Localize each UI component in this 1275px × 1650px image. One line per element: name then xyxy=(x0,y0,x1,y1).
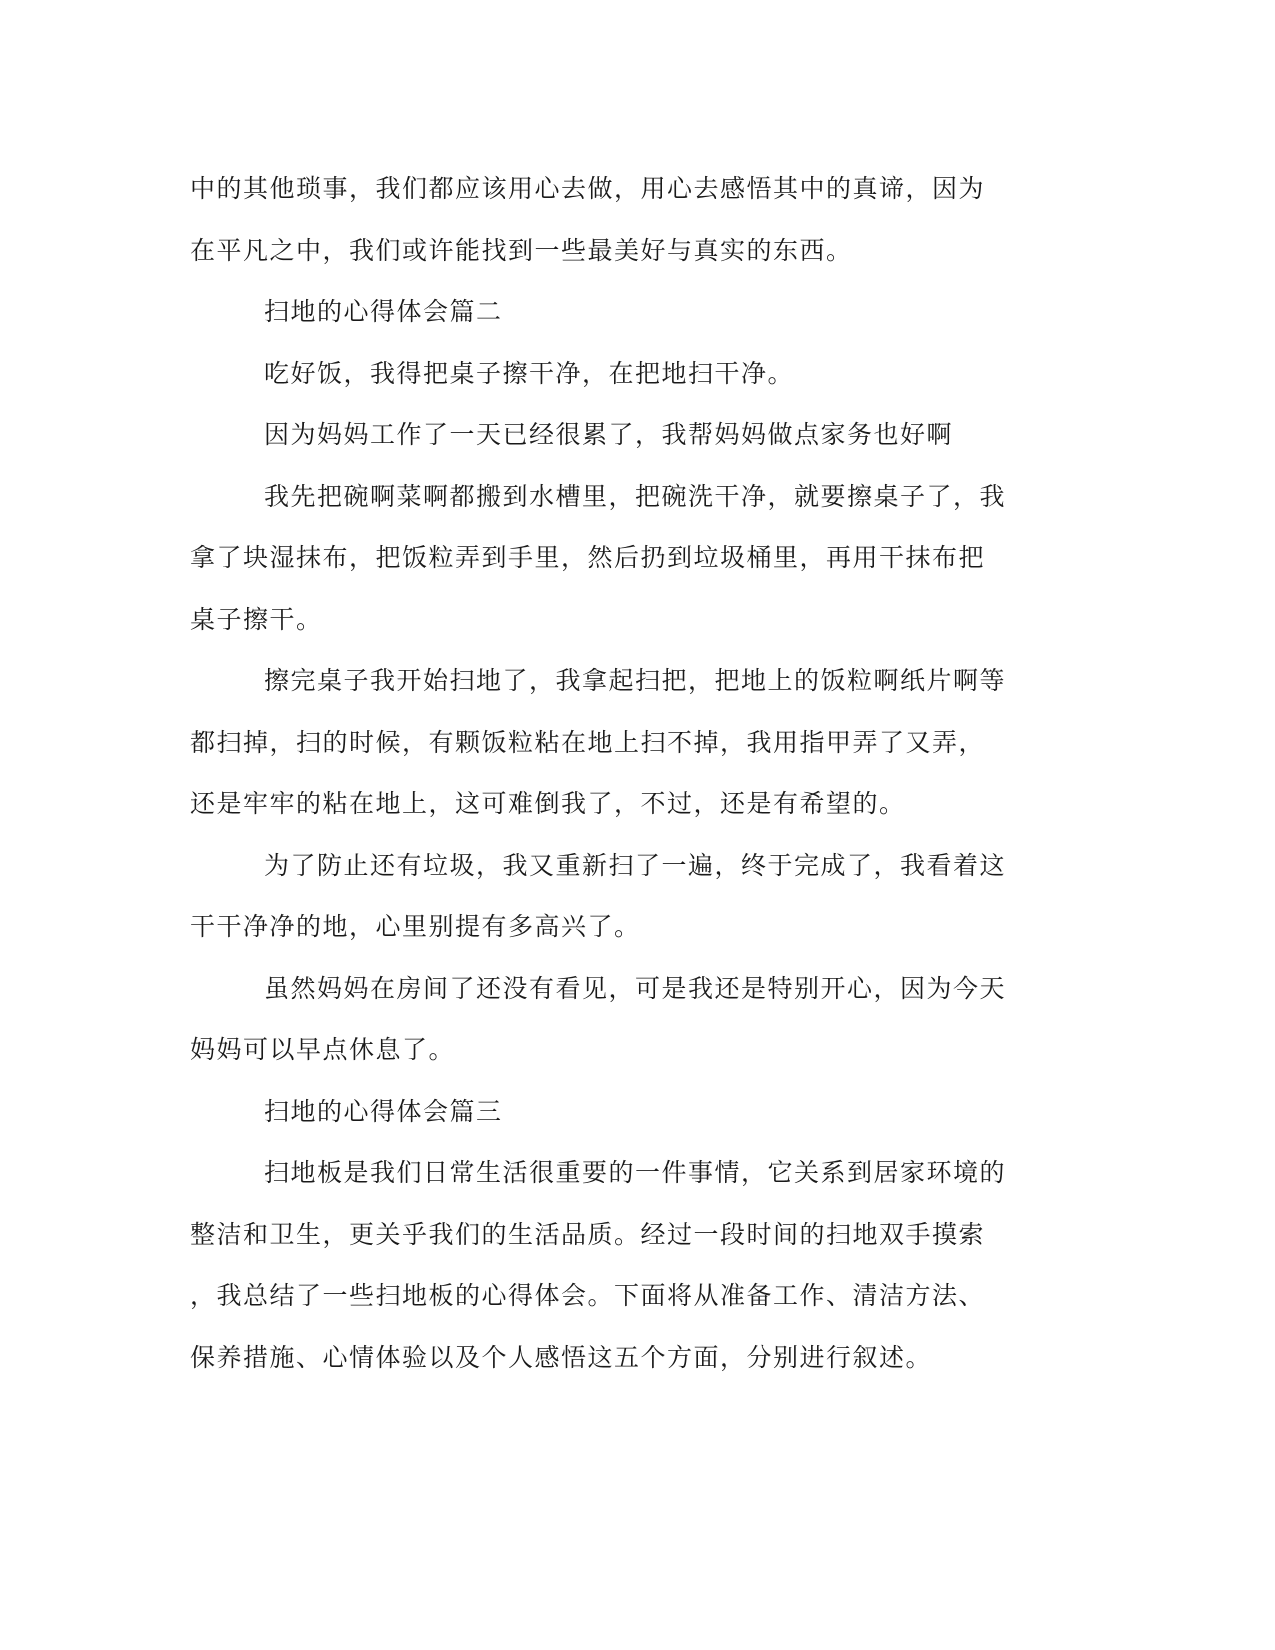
section-heading-part-three: 扫地的心得体会篇三 xyxy=(264,1096,503,1126)
text-line: 保养措施、心情体验以及个人感悟这五个方面，分别进行叙述。 xyxy=(190,1342,933,1372)
section-heading-part-two: 扫地的心得体会篇二 xyxy=(264,297,503,326)
text-line: 虽然妈妈在房间了还没有看见，可是我还是特别开心，因为今天 xyxy=(264,973,1007,1003)
text-line: 吃好饭，我得把桌子擦干净，在把地扫干净。 xyxy=(264,358,795,388)
document-body xyxy=(190,158,1075,1388)
text-line: 我先把碗啊菜啊都搬到水槽里，把碗洗干净，就要擦桌子了，我 xyxy=(264,481,1007,511)
text-line: 中的其他琐事，我们都应该用心去做，用心去感悟其中的真谛，因为 xyxy=(190,174,986,203)
text-line: 整洁和卫生，更关乎我们的生活品质。经过一段时间的扫地双手摸索 xyxy=(190,1219,986,1249)
text-line: 妈妈可以早点休息了。 xyxy=(190,1035,456,1064)
text-line: 为了防止还有垃圾，我又重新扫了一遍，终于完成了，我看着这 xyxy=(264,850,1007,880)
text-line: 因为妈妈工作了一天已经很累了，我帮妈妈做点家务也好啊 xyxy=(264,420,954,449)
text-line: 还是牢牢的粘在地上，这可难倒我了，不过，还是有希望的。 xyxy=(190,789,906,818)
text-line: 桌子擦干。 xyxy=(190,604,323,634)
text-line: 都扫掉，扫的时候，有颗饭粒粘在地上扫不掉，我用指甲弄了又弄， xyxy=(190,727,986,757)
text-line: ，我总结了一些扫地板的心得体会。下面将从准备工作、清洁方法、 xyxy=(190,1281,986,1310)
text-line: 在平凡之中，我们或许能找到一些最美好与真实的东西。 xyxy=(190,235,853,265)
text-line: 擦完桌子我开始扫地了，我拿起扫把，把地上的饭粒啊纸片啊等 xyxy=(264,666,1007,695)
text-line: 拿了块湿抹布，把饭粒弄到手里，然后扔到垃圾桶里，再用干抹布把 xyxy=(190,543,986,572)
text-line: 扫地板是我们日常生活很重要的一件事情，它关系到居家环境的 xyxy=(264,1158,1007,1187)
text-line: 干干净净的地，心里别提有多高兴了。 xyxy=(190,912,641,941)
